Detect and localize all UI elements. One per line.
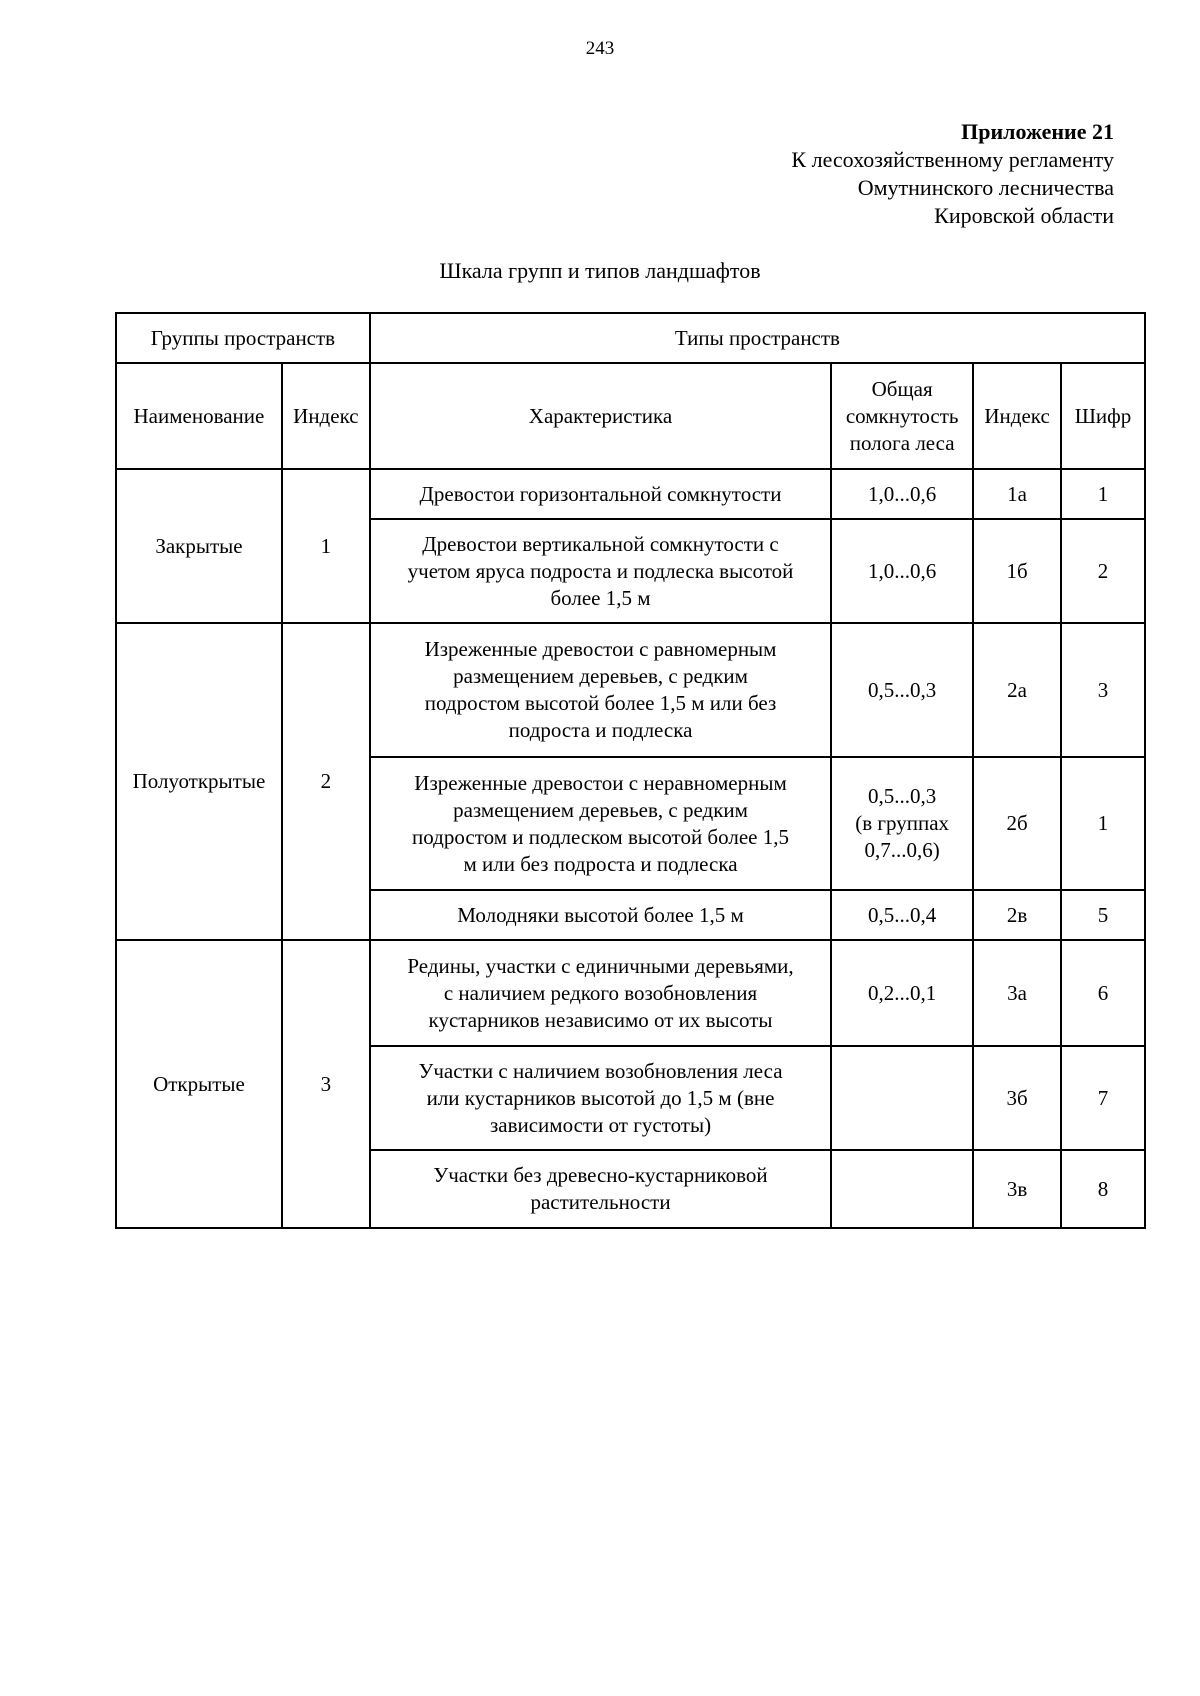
type-code: 6 xyxy=(1061,940,1145,1046)
appendix-line: Кировской области xyxy=(934,203,1114,228)
type-index: 3б xyxy=(973,1046,1061,1150)
subheader-row xyxy=(116,363,1145,469)
closure-header: Общая сомкнутость полога леса xyxy=(831,363,973,469)
type-closure: 0,5...0,3 (в группах 0,7...0,6) xyxy=(831,757,973,890)
appendix-title: Приложение 21 xyxy=(961,119,1114,144)
table-row xyxy=(116,623,1145,757)
appendix-line: К лесохозяйственному регламенту xyxy=(791,147,1114,172)
type-code: 1 xyxy=(1061,757,1145,890)
type-characteristic: Древостои горизонтальной сомкнутости xyxy=(370,469,831,519)
code-header: Шифр xyxy=(1061,363,1145,469)
type-closure xyxy=(831,1046,973,1150)
type-code: 7 xyxy=(1061,1046,1145,1150)
appendix-line: Омутнинского лесничества xyxy=(857,175,1114,200)
type-characteristic: Участки без древесно-кустарниковой растительности xyxy=(370,1150,831,1228)
groups-header: Группы пространств xyxy=(116,313,370,363)
type-closure: 0,5...0,3 xyxy=(831,623,973,757)
name-header: Наименование xyxy=(116,363,282,469)
type-index: 2б xyxy=(973,757,1061,890)
group-index: 3 xyxy=(282,940,370,1228)
characteristic-header: Характеристика xyxy=(370,363,831,469)
type-characteristic: Древостои вертикальной сомкнутости с учетом яруса подроста и подлеска высотой более 1,5 м xyxy=(370,519,831,623)
types-header: Типы пространств xyxy=(370,313,1145,363)
type-code: 1 xyxy=(1061,469,1145,519)
table-row xyxy=(116,940,1145,1046)
type-code: 3 xyxy=(1061,623,1145,757)
type-characteristic: Молодняки высотой более 1,5 м xyxy=(370,890,831,940)
header-row xyxy=(116,313,1145,363)
type-index: 1а xyxy=(973,469,1061,519)
group-index: 1 xyxy=(282,469,370,623)
type-code: 2 xyxy=(1061,519,1145,623)
type-characteristic: Участки с наличием возобновления леса или кустарников высотой до 1,5 м (вне зависимости от густоты) xyxy=(370,1046,831,1150)
type-index: 3а xyxy=(973,940,1061,1046)
document-title: Шкала групп и типов ландшафтов xyxy=(439,258,761,283)
group-name: Полуоткрытые xyxy=(116,623,282,940)
type-characteristic: Изреженные древостои с равномерным размещением деревьев, с редким подростом высотой более 1,5 м или без подроста и подлеска xyxy=(370,623,831,757)
type-closure: 1,0...0,6 xyxy=(831,469,973,519)
type-index: 2в xyxy=(973,890,1061,940)
type-closure xyxy=(831,1150,973,1228)
type-index: 3в xyxy=(973,1150,1061,1228)
type-index-header: Индекс xyxy=(973,363,1061,469)
type-characteristic: Редины, участки с единичными деревьями, с наличием редкого возобновления кустарников независимо от их высоты xyxy=(370,940,831,1046)
type-characteristic: Изреженные древостои с неравномерным размещением деревьев, с редким подростом и подлеском высотой более 1,5 м или без подроста и подлеска xyxy=(370,757,831,890)
group-index: 2 xyxy=(282,623,370,940)
type-index: 2а xyxy=(973,623,1061,757)
table-row xyxy=(116,469,1145,519)
type-code: 5 xyxy=(1061,890,1145,940)
group-name: Закрытые xyxy=(116,469,282,623)
landscape-scale-table xyxy=(115,312,1146,1229)
type-closure: 1,0...0,6 xyxy=(831,519,973,623)
type-closure: 0,5...0,4 xyxy=(831,890,973,940)
type-code: 8 xyxy=(1061,1150,1145,1228)
group-index-header: Индекс xyxy=(282,363,370,469)
group-name: Открытые xyxy=(116,940,282,1228)
type-closure: 0,2...0,1 xyxy=(831,940,973,1046)
type-index: 1б xyxy=(973,519,1061,623)
page-number: 243 xyxy=(585,38,615,59)
appendix-header xyxy=(791,118,1114,230)
